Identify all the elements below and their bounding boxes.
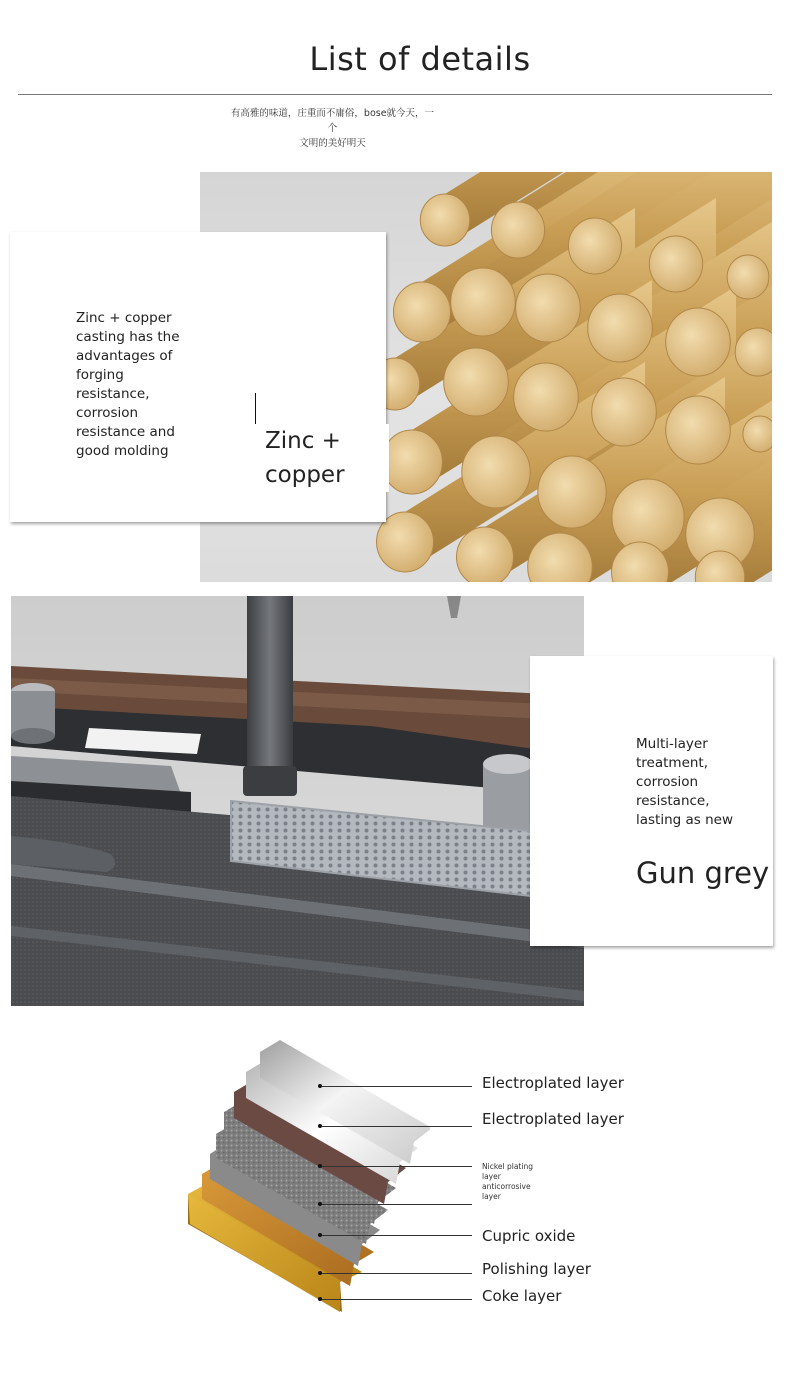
layer-6-label: Coke layer xyxy=(482,1287,562,1305)
copper-rod-end xyxy=(462,436,530,508)
copper-rod-end xyxy=(666,308,731,376)
layer-5-label: Polishing layer xyxy=(482,1260,591,1278)
layer-4-leader xyxy=(322,1204,472,1205)
tagline xyxy=(230,106,435,151)
copper-rod-end xyxy=(420,194,469,246)
layer-6-leader xyxy=(322,1273,472,1274)
copper-rod-end xyxy=(382,430,443,494)
copper-rod-end xyxy=(444,348,509,416)
layer-7-leader xyxy=(322,1299,472,1300)
copper-rod-end xyxy=(727,255,769,299)
copper-rod-end xyxy=(538,456,606,528)
copper-rod-end xyxy=(394,282,451,342)
copper-rod-end xyxy=(451,268,516,336)
copper-rod-end xyxy=(491,202,544,258)
page-title: List of details xyxy=(309,40,531,78)
tagline-line-2: 文明的美好明天 xyxy=(299,138,366,149)
copper-rod-end xyxy=(568,218,621,274)
sink-illustration xyxy=(11,596,584,1006)
copper-rod-end xyxy=(516,274,581,342)
layer-5-leader xyxy=(322,1235,472,1236)
copper-rod-end xyxy=(592,378,657,446)
layer-stack-diagram xyxy=(180,1034,430,1324)
layer-2-leader xyxy=(322,1126,472,1127)
layer-1-label: Electroplated layer xyxy=(482,1074,624,1092)
copper-rod-end xyxy=(514,363,579,431)
copper-rod-end xyxy=(588,294,653,362)
layer-stack-illustration xyxy=(180,1034,430,1324)
gun-grey-description: Multi-layer treatment, corrosion resistance, lasting as new xyxy=(636,736,734,828)
zinc-label-line-2: copper xyxy=(265,462,345,488)
layer-4-label: Cupric oxide xyxy=(482,1227,576,1245)
title-divider xyxy=(18,94,772,95)
copper-rod-end xyxy=(743,416,772,452)
zinc-label-line-1: Zinc + xyxy=(265,428,341,454)
layer-3-leader xyxy=(322,1166,472,1167)
tagline-line-1: 有高雅的味道，庄重而不庸俗，bose就今天，一个 xyxy=(230,108,435,134)
copper-rod-end xyxy=(649,236,702,292)
gun-grey-sink-photo xyxy=(11,596,584,1006)
copper-rod-end xyxy=(457,527,514,582)
layer-2-label: Electroplated layer xyxy=(482,1110,624,1128)
copper-rod-end xyxy=(666,396,731,464)
zinc-description: Zinc + copper casting has the advantages of forging resistance, corrosion resistance and good molding xyxy=(76,310,180,459)
label-accent-bar xyxy=(255,393,256,425)
layer-1-leader xyxy=(322,1086,472,1087)
gun-grey-label: Gun grey xyxy=(636,856,770,890)
layer-3-label: Nickel plating layer anticorrosive layer xyxy=(482,1162,533,1201)
zinc-label xyxy=(255,424,389,492)
